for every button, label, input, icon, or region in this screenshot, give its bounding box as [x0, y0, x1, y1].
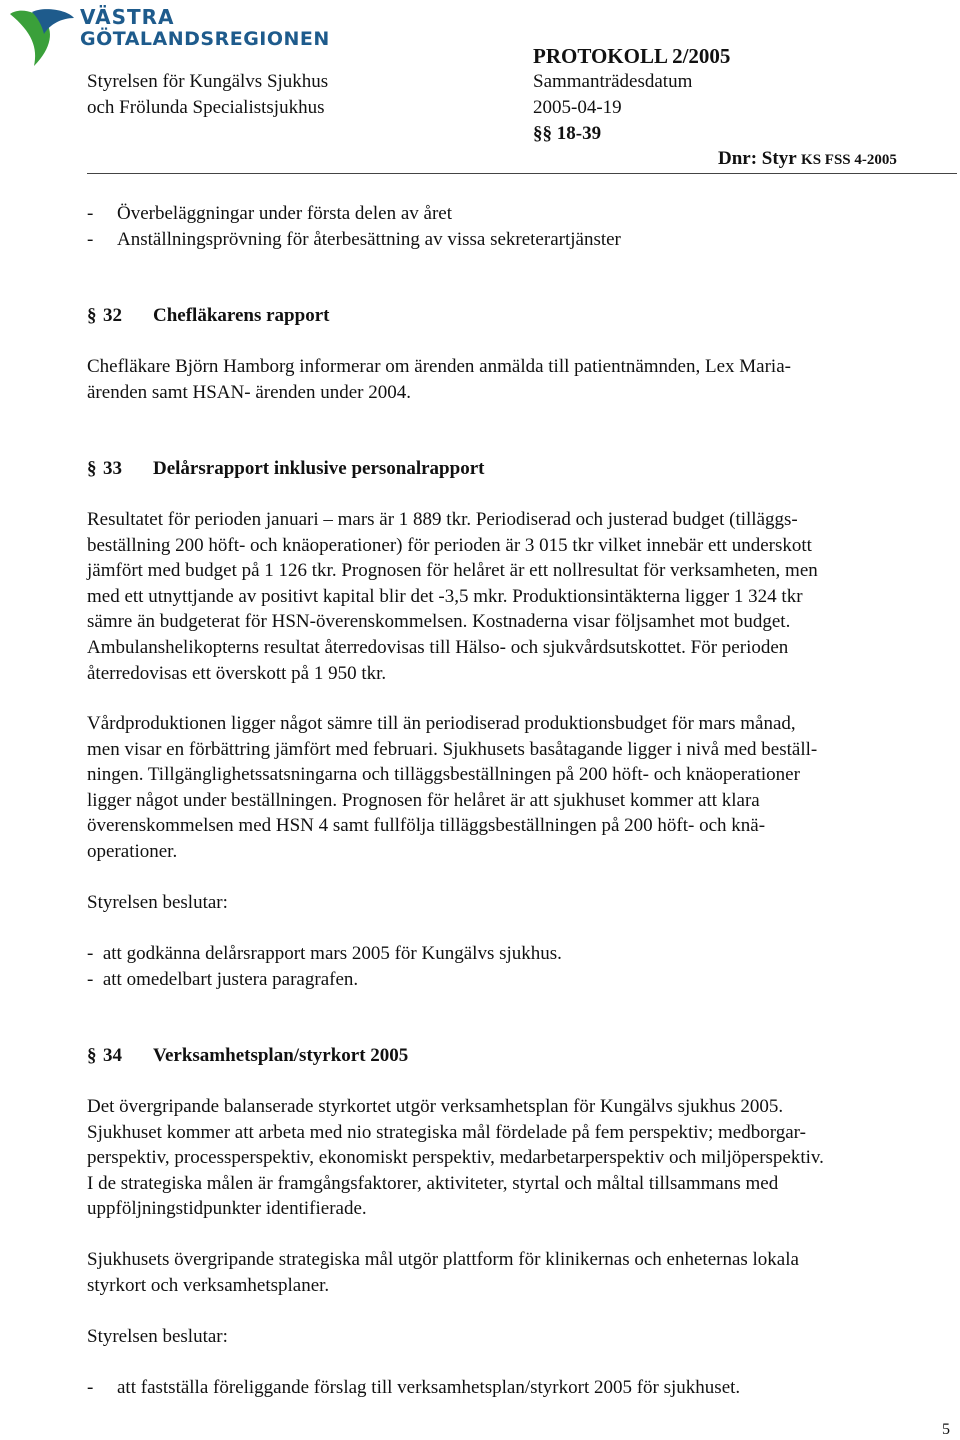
intro-list	[87, 201, 957, 252]
section-34-paragraph-1: Det övergripande balanserade styrkortet utgör verksamhetsplan för Kungälvs sjukhus 2005. Sjukhuset kommer att arbeta med nio strategiska mål fördelade på fem perspektiv; medborgar- perspektiv, processperspektiv, ekonomiskt perspektiv, medarbetarperspektiv och miljöperspektiv. I de strategiska målen är framgångsfaktorer, aktiviteter, styrtal och måltal tillsammans med uppföljningstidpunkter identifierade.	[87, 1096, 824, 1220]
protocol-info	[533, 43, 730, 147]
section-34-paragraph-2: Sjukhusets övergripande strategiska mål utgör plattform för klinikernas och enheternas lokala styrkort och verksamhetsplaner.	[87, 1249, 799, 1296]
logo-wordmark	[80, 6, 330, 50]
logo-line-2: GÖTALANDSREGIONEN	[80, 28, 330, 50]
page-number: 5	[942, 1421, 950, 1438]
section-heading-34: § 34 Verksamhetsplan/styrkort 2005	[87, 1045, 409, 1066]
section-32-body: Chefläkare Björn Hamborg informerar om ärenden anmälda till patientnämnden, Lex Maria- ärenden samt HSAN- ärenden under 2004.	[87, 356, 791, 403]
diary-number	[718, 148, 897, 170]
section-heading-32: § 32 Chefläkarens rapport	[87, 305, 330, 326]
paragraph-range: §§ 18-39	[533, 123, 602, 144]
org-line-1: Styrelsen för Kungälvs Sjukhus	[87, 71, 329, 92]
protocol-title: PROTOKOLL 2/2005	[533, 44, 731, 68]
decision-label-34: Styrelsen beslutar:	[87, 1326, 228, 1347]
list-item: - att omedelbart justera paragrafen.	[87, 968, 359, 990]
dnr-main: Dnr: Styr	[718, 148, 797, 169]
date-label: Sammanträdesdatum	[533, 71, 693, 92]
meeting-date: 2005-04-19	[533, 97, 622, 118]
list-item: - att godkänna delårsrapport mars 2005 för Kungälvs sjukhus.	[87, 943, 562, 964]
organization-name	[87, 69, 328, 121]
decision-list-34	[87, 1375, 957, 1401]
section-33-paragraph-2: Vårdproduktionen ligger något sämre till än periodiserad produktionsbudget för mars månad, men visar en förbättring jämfört med februari. Sjukhusets basåtagande ligger i nivå med beställ- ningen. Tillgänglighetssatsningarna och tilläggsbeställningen på 200 höft- och knäoperationer ligger något under beställningen. Prognosen för helåret är att sjukhuset kommer att klara överenskommelsen med HSN 4 samt fullfölja tilläggsbeställningen på 200 höft- och knä- operationer.	[87, 713, 818, 862]
dnr-code: KS FSS 4-2005	[801, 152, 897, 168]
decision-list-33	[87, 941, 957, 992]
logo-line-1: VÄSTRA	[80, 5, 175, 29]
section-heading-33: § 33 Delårsrapport inklusive personalrapport	[87, 458, 485, 479]
list-item: - att fastställa föreliggande förslag till verksamhetsplan/styrkort 2005 för sjukhuset.	[87, 1377, 741, 1398]
header-divider	[87, 173, 957, 174]
org-line-2: och Frölunda Specialistsjukhus	[87, 97, 325, 118]
section-33-paragraph-1: Resultatet för perioden januari – mars är 1 889 tkr. Periodiserad och justerad budget (tilläggs- beställning 200 höft- och knäoperationer) för perioden är 3 015 tkr vilket innebär ett underskott jämfört med budget på 1 126 tkr. Prognosen för helåret är ett nollresultat för verksamheten, men med ett utnyttjande av positivt kapital blir det -3,5 mkr. Produktionsintäkterna ligger 1 324 tkr sämre än budgeterat för HSN-överenskommelsen. Kostnaderna visar följsamhet mot budget. Ambulanshelikopterns resultat återredovisas till Hälso- och sjukvårdsutskottet. För perioden återredovisas ett överskott på 1 950 tkr.	[87, 509, 818, 684]
list-item: - Anställningsprövning för återbesättning av vissa sekreterartjänster	[87, 228, 621, 250]
list-item: - Överbeläggningar under första delen av året	[87, 203, 452, 224]
decision-label-33: Styrelsen beslutar:	[87, 892, 228, 913]
